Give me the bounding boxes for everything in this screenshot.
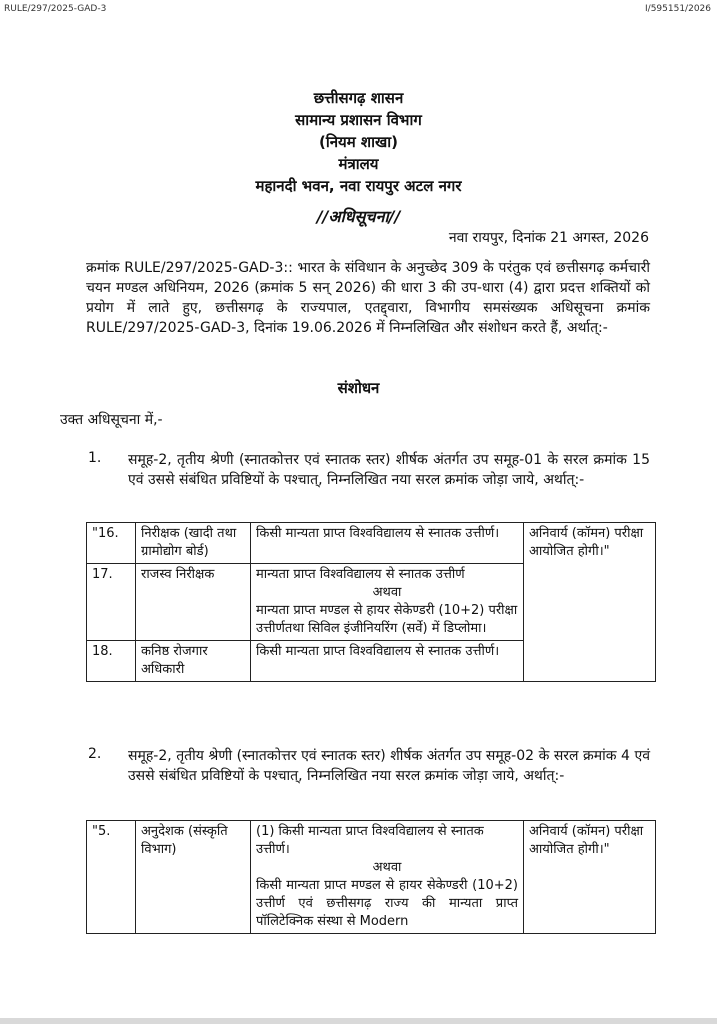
notification-heading: //अधिसूचना//	[316, 207, 401, 226]
item-2-number: 2.	[88, 746, 102, 762]
address-line: महानदी भवन, नवा रायपुर अटल नगर	[255, 177, 462, 195]
page-edge	[0, 1018, 717, 1024]
table-row	[87, 821, 656, 934]
qualification-option-b: मान्यता प्राप्त मण्डल से हायर सेकेण्डरी (10+2) परीक्षा उत्तीर्णतथा सिविल इंजीनियरिंग (सर्वे) में डिप्लोमा।	[256, 603, 518, 636]
qualification-option-a: (1) किसी मान्यता प्राप्त विश्वविद्यालय से स्नातक उत्तीर्ण।	[256, 824, 484, 857]
file-number: I/595151/2026	[645, 4, 711, 14]
remark-cell: अनिवार्य (कॉमन) परीक्षा आयोजित होगी।"	[524, 821, 656, 934]
serial-cell: "16.	[87, 523, 136, 564]
item-1-number: 1.	[88, 450, 102, 466]
department-name: सामान्य प्रशासन विभाग	[295, 111, 422, 129]
serial-cell: 17.	[87, 564, 136, 641]
table-2	[86, 820, 656, 934]
branch-name: (नियम शाखा)	[318, 133, 399, 151]
item-2-text: समूह-2, तृतीय श्रेणी (स्नातकोत्तर एवं स्नातक स्तर) शीर्षक अंतर्गत उप समूह-02 के सरल क्रमांक 4 एवं उससे संबंधित प्रविष्टियों के पश्चात्, निम्नलिखित नया सरल क्रमांक जोड़ा जाये, अर्थात्:-	[128, 748, 650, 784]
item-1-text: समूह-2, तृतीय श्रेणी (स्नातकोत्तर एवं स्नातक स्तर) शीर्षक अंतर्गत उप समूह-01 के सरल क्रमांक 15 एवं उससे संबंधित प्रविष्टियों के पश्चात्, निम्नलिखित नया सरल क्रमांक जोड़ा जाये, अर्थात्:-	[128, 452, 650, 488]
remark-cell: अनिवार्य (कॉमन) परीक्षा आयोजित होगी।"	[524, 523, 656, 682]
qualification-cell: किसी मान्यता प्राप्त विश्वविद्यालय से स्नातक उत्तीर्ण।	[251, 641, 524, 682]
qualification-cell	[251, 821, 524, 934]
qualification-option-b: किसी मान्यता प्राप्त मण्डल से हायर सेकेण्डरी (10+2) उत्तीर्ण एवं छत्तीसगढ़ राज्य की मान्यता प्राप्त पॉलिटेक्निक संस्था से Modern	[256, 878, 518, 929]
ministry-name: मंत्रालय	[338, 155, 379, 173]
serial-cell: 18.	[87, 641, 136, 682]
qualification-cell	[251, 564, 524, 641]
in-notification-text: उक्त अधिसूचना में,-	[60, 412, 163, 428]
document-id: RULE/297/2025-GAD-3	[4, 4, 107, 14]
table-1	[86, 522, 656, 682]
post-cell: अनुदेशक (संस्कृति विभाग)	[136, 821, 251, 934]
serial-cell: "5.	[87, 821, 136, 934]
amendment-title: संशोधन	[337, 379, 380, 397]
qualification-option-a: मान्यता प्राप्त विश्वविद्यालय से स्नातक उत्तीर्ण	[256, 567, 465, 582]
post-cell: निरीक्षक (खादी तथा ग्रामोद्योग बोर्ड)	[136, 523, 251, 564]
qualification-cell: किसी मान्यता प्राप्त विश्वविद्यालय से स्नातक उत्तीर्ण।	[251, 523, 524, 564]
or-separator: अथवा	[372, 860, 402, 875]
post-cell: कनिष्ठ रोजगार अधिकारी	[136, 641, 251, 682]
post-cell: राजस्व निरीक्षक	[136, 564, 251, 641]
intro-paragraph: क्रमांक RULE/297/2025-GAD-3:: भारत के संविधान के अनुच्छेद 309 के परंतुक एवं छत्तीसगढ़ कर्मचारी चयन मण्डल अधिनियम, 2026 (क्रमांक 5 सन् 2026) की धारा 3 की उप-धारा (4) द्वारा प्रदत्त शक्तियों को प्रयोग में लाते हुए, छत्तीसगढ़ के राज्यपाल, एतद्द्वारा, विभागीय समसंख्यक अधिसूचना क्रमांक RULE/297/2025-GAD-3, दिनांक 19.06.2026 में निम्नलिखित और संशोधन करते हैं, अर्थात्:-	[86, 260, 650, 336]
table-row	[87, 523, 656, 564]
gov-name: छत्तीसगढ़ शासन	[313, 89, 404, 107]
place-date: नवा रायपुर, दिनांक 21 अगस्त, 2026	[448, 230, 649, 246]
or-separator: अथवा	[372, 585, 402, 600]
